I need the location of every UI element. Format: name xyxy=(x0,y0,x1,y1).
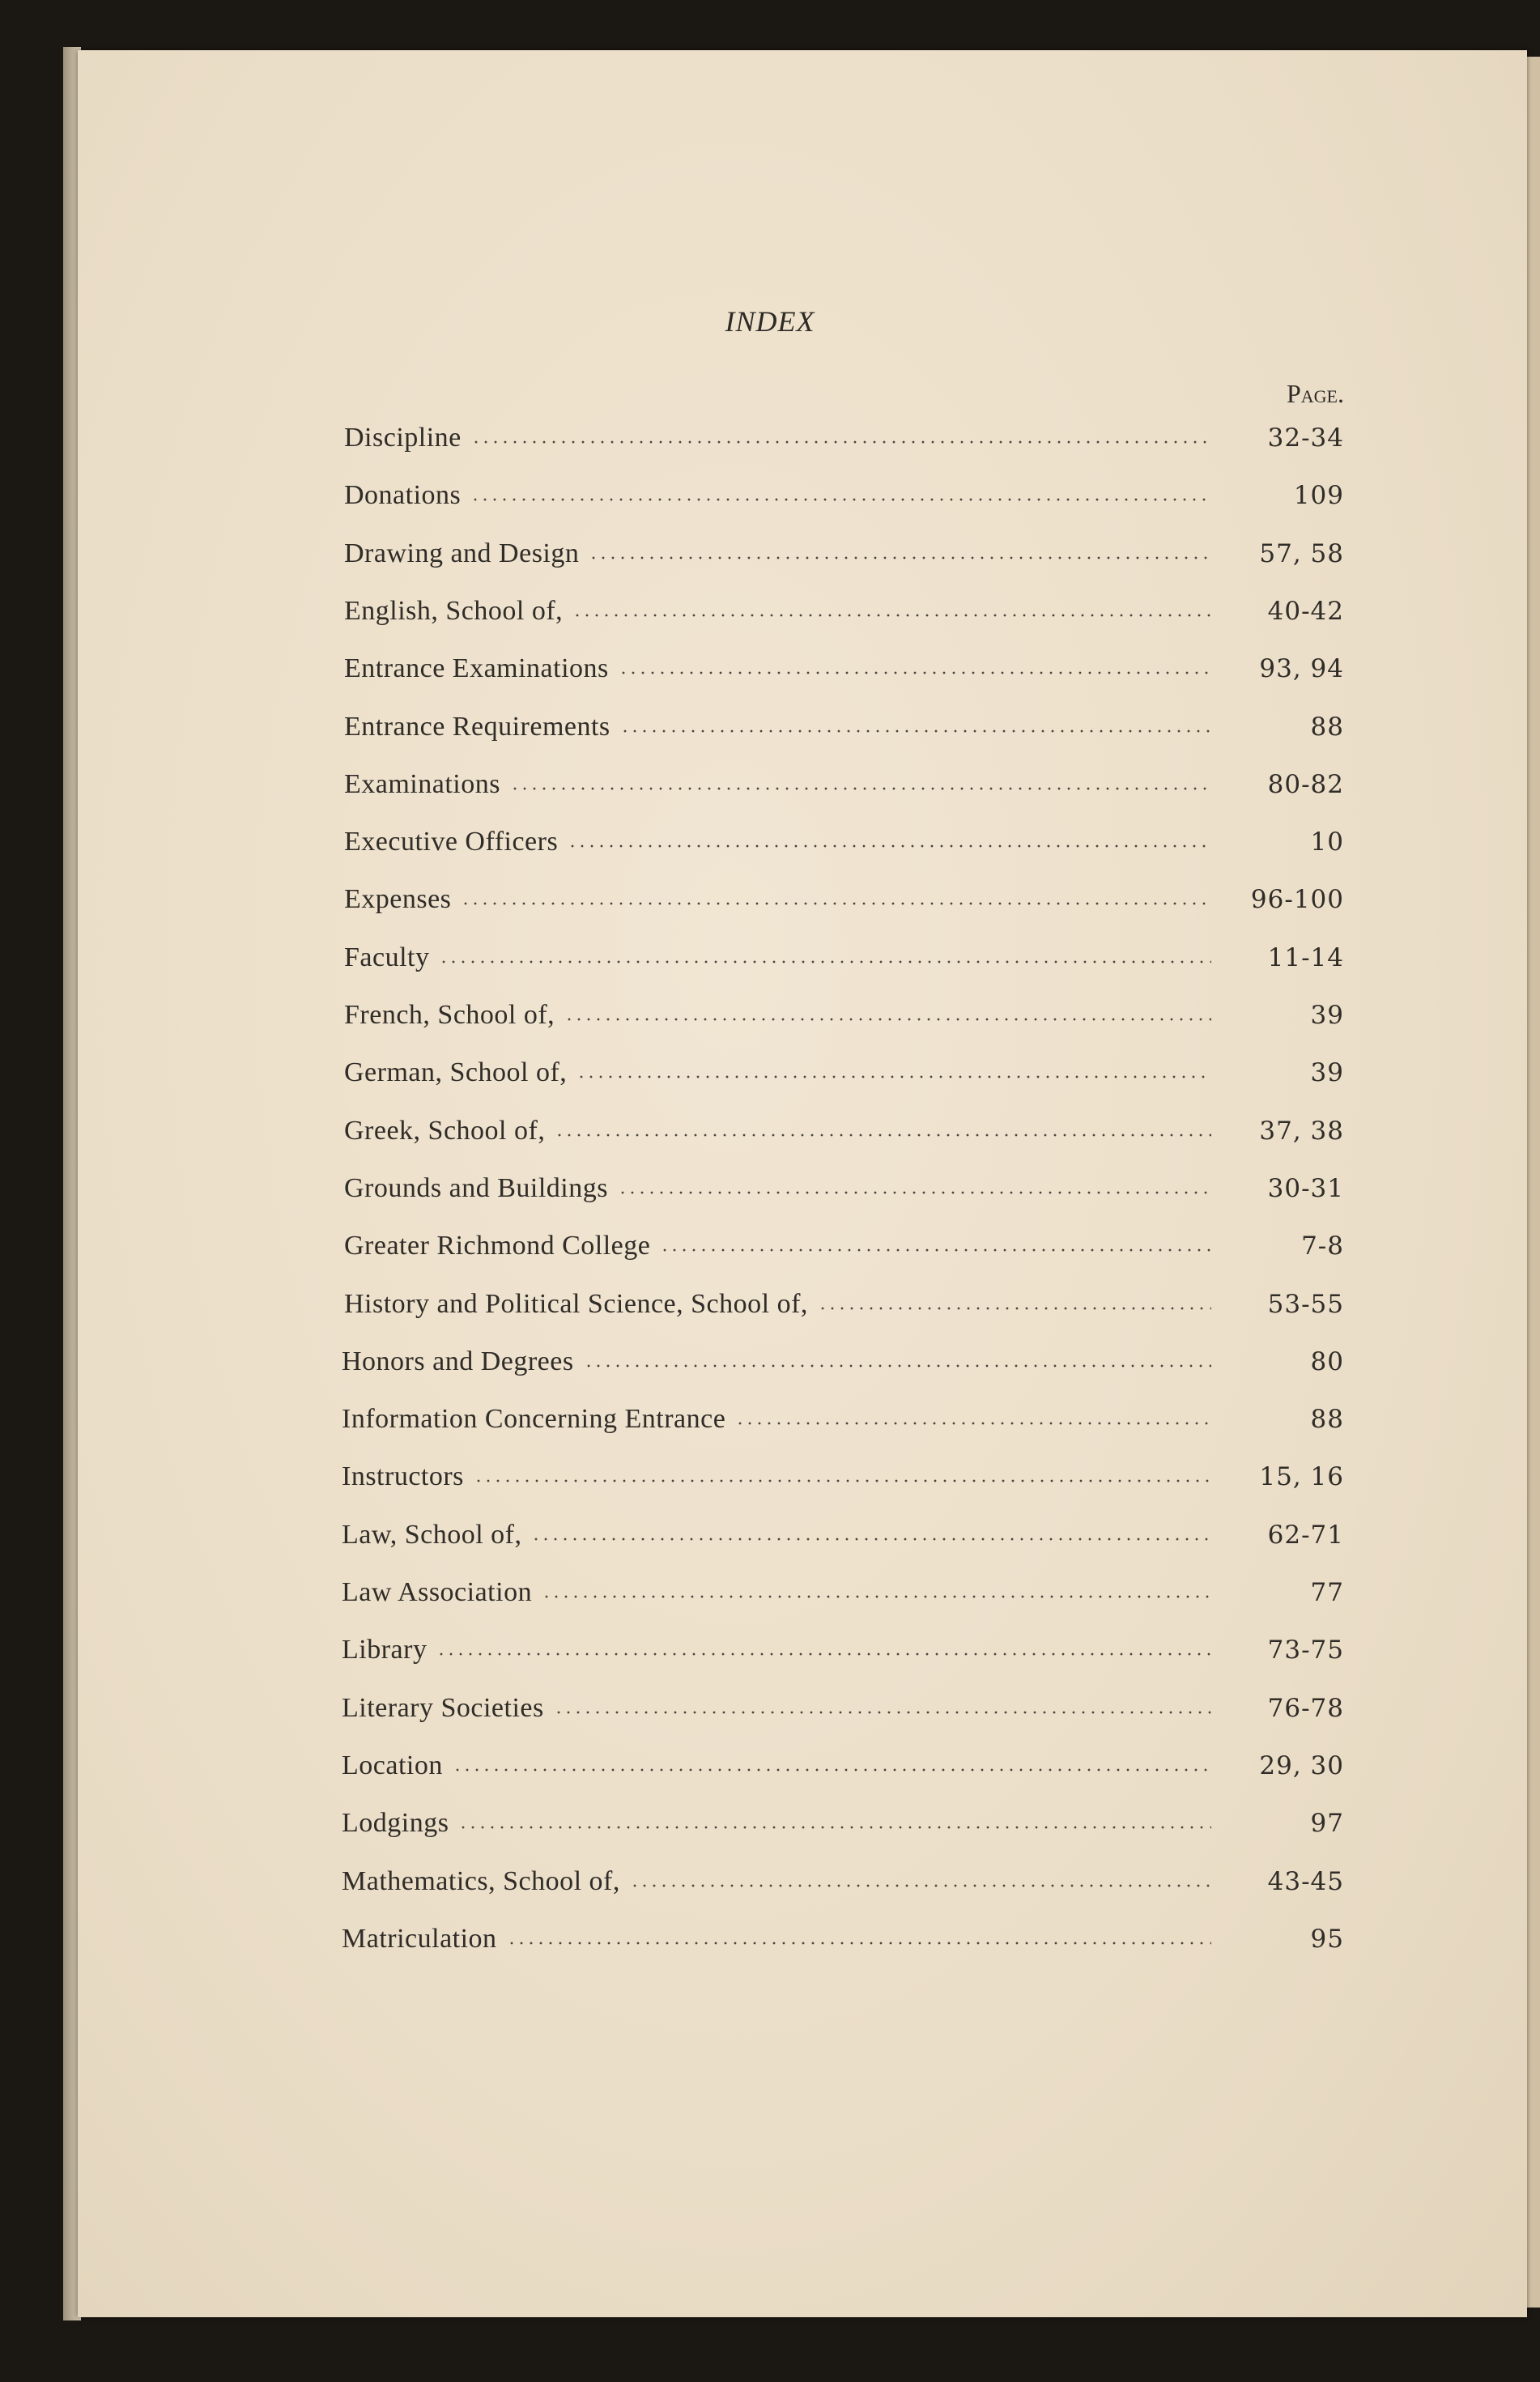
index-entry-pages: 57, 58 xyxy=(1259,539,1344,568)
index-entry-label: Matriculation xyxy=(342,1924,497,1954)
index-entry[interactable] xyxy=(342,1750,1344,1791)
index-entry-pages: 76-78 xyxy=(1267,1694,1344,1723)
index-entry-label: Entrance Examinations xyxy=(344,653,609,683)
index-entry-pages: 37, 38 xyxy=(1259,1117,1344,1146)
index-entry[interactable] xyxy=(344,423,1344,463)
dot-leader xyxy=(584,1363,1211,1368)
index-entry-label: Library xyxy=(342,1635,428,1665)
index-entry-pages: 109 xyxy=(1293,481,1344,510)
index-entry-pages: 39 xyxy=(1310,1001,1344,1030)
index-entry-label: German, School of, xyxy=(344,1057,568,1087)
dot-leader xyxy=(572,613,1211,618)
index-entry[interactable] xyxy=(342,1866,1344,1907)
dot-leader xyxy=(510,786,1211,791)
dot-leader xyxy=(542,1594,1211,1599)
index-entry-label: Examinations xyxy=(344,769,500,799)
index-entry[interactable] xyxy=(342,1924,1344,1964)
index-entry[interactable] xyxy=(342,1808,1344,1848)
dot-leader xyxy=(439,959,1211,964)
index-entry-pages: 29, 30 xyxy=(1259,1751,1344,1780)
index-entry-label: Discipline xyxy=(344,423,462,453)
index-entry[interactable] xyxy=(344,1057,1344,1098)
index-entry-pages: 40-42 xyxy=(1267,597,1344,626)
index-entry-label: Greek, School of, xyxy=(344,1116,546,1146)
index-entry[interactable] xyxy=(342,1461,1344,1502)
index-entry-pages: 30-31 xyxy=(1267,1174,1344,1203)
index-entry-label: Drawing and Design xyxy=(344,538,580,568)
index-entry[interactable] xyxy=(344,827,1344,867)
index-entry-pages: 43-45 xyxy=(1267,1867,1344,1896)
dot-leader xyxy=(555,1133,1211,1138)
page-column-label: Page. xyxy=(1286,379,1344,408)
index-entry-label: Honors and Degrees xyxy=(342,1346,574,1376)
index-entry-label: Law Association xyxy=(342,1577,533,1607)
index-entry-pages: 80-82 xyxy=(1267,770,1344,799)
index-entry[interactable] xyxy=(344,769,1344,810)
index-entry-pages: 77 xyxy=(1310,1578,1344,1607)
dot-leader xyxy=(619,670,1211,675)
dot-leader xyxy=(474,1478,1211,1483)
index-entry-pages: 88 xyxy=(1310,1405,1344,1434)
dot-leader xyxy=(554,1710,1211,1715)
index-entry-label: English, School of, xyxy=(344,596,564,626)
index-entry-pages: 15, 16 xyxy=(1259,1462,1344,1491)
index-entry[interactable] xyxy=(344,1116,1344,1156)
index-entry-label: Expenses xyxy=(344,884,452,914)
index-entry-label: Literary Societies xyxy=(342,1693,544,1723)
index-entry-label: Executive Officers xyxy=(344,827,559,857)
index-entry-label: Information Concerning Entrance xyxy=(342,1404,726,1434)
index-entry-pages: 73-75 xyxy=(1267,1635,1344,1665)
index-entry-pages: 39 xyxy=(1310,1058,1344,1087)
dot-leader xyxy=(471,440,1211,444)
dot-leader xyxy=(531,1537,1211,1542)
index-entry-label: Donations xyxy=(344,480,462,510)
dot-leader xyxy=(589,555,1211,560)
index-entry-pages: 96-100 xyxy=(1250,885,1344,914)
index-entry-pages: 95 xyxy=(1310,1925,1344,1954)
index-entry-pages: 32-34 xyxy=(1267,423,1344,453)
index-entry-pages: 97 xyxy=(1310,1809,1344,1838)
dot-leader xyxy=(564,1017,1211,1022)
index-entry-pages: 93, 94 xyxy=(1259,654,1344,683)
dot-leader xyxy=(620,729,1211,734)
index-entry[interactable] xyxy=(344,480,1344,521)
dot-leader xyxy=(461,901,1211,906)
index-entry-label: Entrance Requirements xyxy=(344,712,610,742)
index-entry-label: Law, School of, xyxy=(342,1520,522,1550)
index-entry[interactable] xyxy=(342,1346,1344,1387)
index-entry[interactable] xyxy=(344,653,1344,694)
dot-leader xyxy=(568,844,1211,849)
index-entry-label: Grounds and Buildings xyxy=(344,1173,608,1203)
index-entry[interactable] xyxy=(344,596,1344,636)
index-entry[interactable] xyxy=(344,884,1344,925)
dot-leader xyxy=(458,1825,1211,1830)
dot-leader xyxy=(735,1421,1211,1426)
page-title: INDEX xyxy=(725,305,815,338)
index-entry[interactable] xyxy=(342,1520,1344,1560)
index-entry[interactable] xyxy=(344,538,1344,579)
index-entry[interactable] xyxy=(342,1635,1344,1675)
dot-leader xyxy=(470,497,1211,502)
index-entry[interactable] xyxy=(342,1577,1344,1618)
dot-leader xyxy=(453,1767,1211,1772)
index-entry[interactable] xyxy=(344,1231,1344,1271)
index-entry-label: Location xyxy=(342,1750,443,1780)
dot-leader xyxy=(660,1248,1211,1253)
dot-leader xyxy=(630,1883,1211,1888)
index-entry-pages: 88 xyxy=(1310,712,1344,742)
dot-leader xyxy=(436,1652,1211,1657)
index-entry[interactable] xyxy=(342,1404,1344,1444)
index-entry-pages: 53-55 xyxy=(1267,1290,1344,1319)
index-entry-label: Lodgings xyxy=(342,1808,449,1838)
index-entry[interactable] xyxy=(342,1693,1344,1733)
index-entry-label: Instructors xyxy=(342,1461,464,1491)
index-entry[interactable] xyxy=(344,1289,1344,1329)
index-entry[interactable] xyxy=(344,1173,1344,1214)
index-entry-pages: 62-71 xyxy=(1267,1521,1344,1550)
dot-leader xyxy=(576,1074,1211,1079)
index-entry-label: Greater Richmond College xyxy=(344,1231,651,1261)
index-entry-label: Mathematics, School of, xyxy=(342,1866,620,1896)
dot-leader xyxy=(507,1941,1211,1946)
index-entry-label: French, School of, xyxy=(344,1000,555,1030)
index-entry-pages: 10 xyxy=(1310,827,1344,857)
index-entry-pages: 11-14 xyxy=(1267,943,1344,972)
dot-leader xyxy=(618,1190,1211,1195)
dot-leader xyxy=(818,1306,1211,1311)
index-entry[interactable] xyxy=(344,942,1344,983)
index-entry-label: Faculty xyxy=(344,942,430,972)
index-entry-pages: 80 xyxy=(1310,1347,1344,1376)
index-entry[interactable] xyxy=(344,712,1344,752)
index-entry[interactable] xyxy=(344,1000,1344,1040)
index-entry-label: History and Political Science, School of, xyxy=(344,1289,808,1319)
index-entry-pages: 7-8 xyxy=(1301,1231,1344,1261)
